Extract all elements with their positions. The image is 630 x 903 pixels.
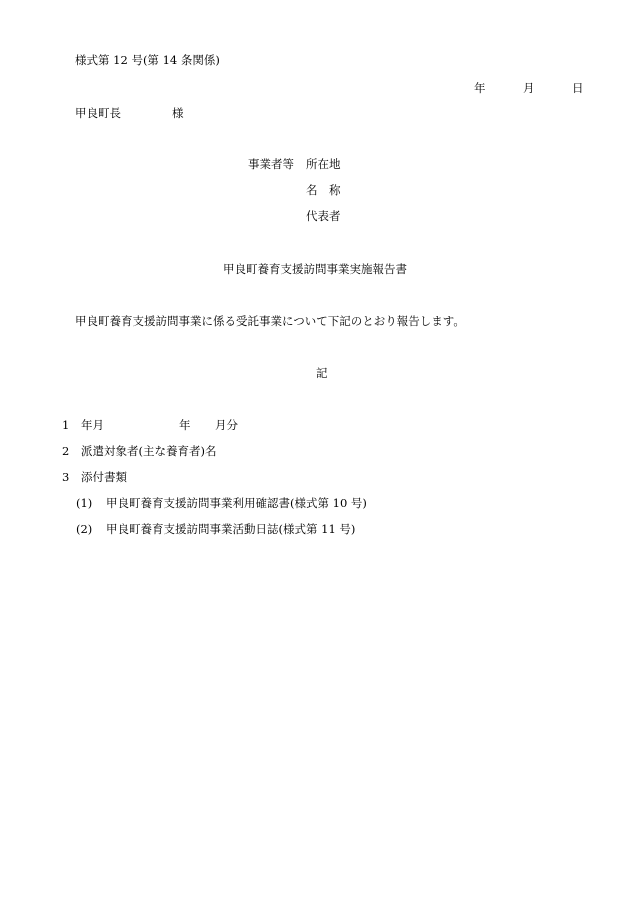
date-line: [0, 80, 630, 94]
item-3-number: 3: [62, 470, 70, 484]
item-2-number: 2: [62, 444, 70, 458]
attachment-2-label: 甲良町養育支援訪問事業活動日誌(様式第 11 号): [106, 522, 356, 536]
reporter-name-label: 名 称: [306, 183, 341, 197]
item-1-year-label: 年: [179, 418, 191, 432]
reporter-representative-label: 代表者: [306, 209, 341, 223]
date-day-label: 日: [572, 81, 584, 95]
item-1-month-label: 月分: [215, 418, 238, 432]
document-title: 甲良町養育支援訪問事業実施報告書: [223, 262, 407, 276]
body-text: 甲良町養育支援訪問事業に係る受託事業について下記のとおり報告します。: [75, 314, 465, 328]
reporter-address-label: 所在地: [306, 157, 341, 171]
date-year-label: 年: [474, 81, 486, 95]
item-1-number: 1: [62, 418, 70, 432]
attachment-1-number: (1): [76, 496, 93, 510]
addressee-name: 甲良町長: [75, 106, 121, 120]
item-1-label: 年月: [81, 418, 104, 432]
item-3-label: 添付書類: [81, 470, 127, 484]
ki-heading: 記: [316, 366, 328, 380]
form-number: 様式第 12 号(第 14 条関係): [75, 53, 220, 67]
addressee-honorific: 様: [172, 106, 184, 120]
date-month-label: 月: [523, 81, 535, 95]
attachment-2-number: (2): [76, 522, 93, 536]
item-2-label: 派遣対象者(主な養育者)名: [81, 444, 217, 458]
attachment-1-label: 甲良町養育支援訪問事業利用確認書(様式第 10 号): [106, 496, 367, 510]
reporter-group-label: 事業者等: [248, 157, 294, 171]
